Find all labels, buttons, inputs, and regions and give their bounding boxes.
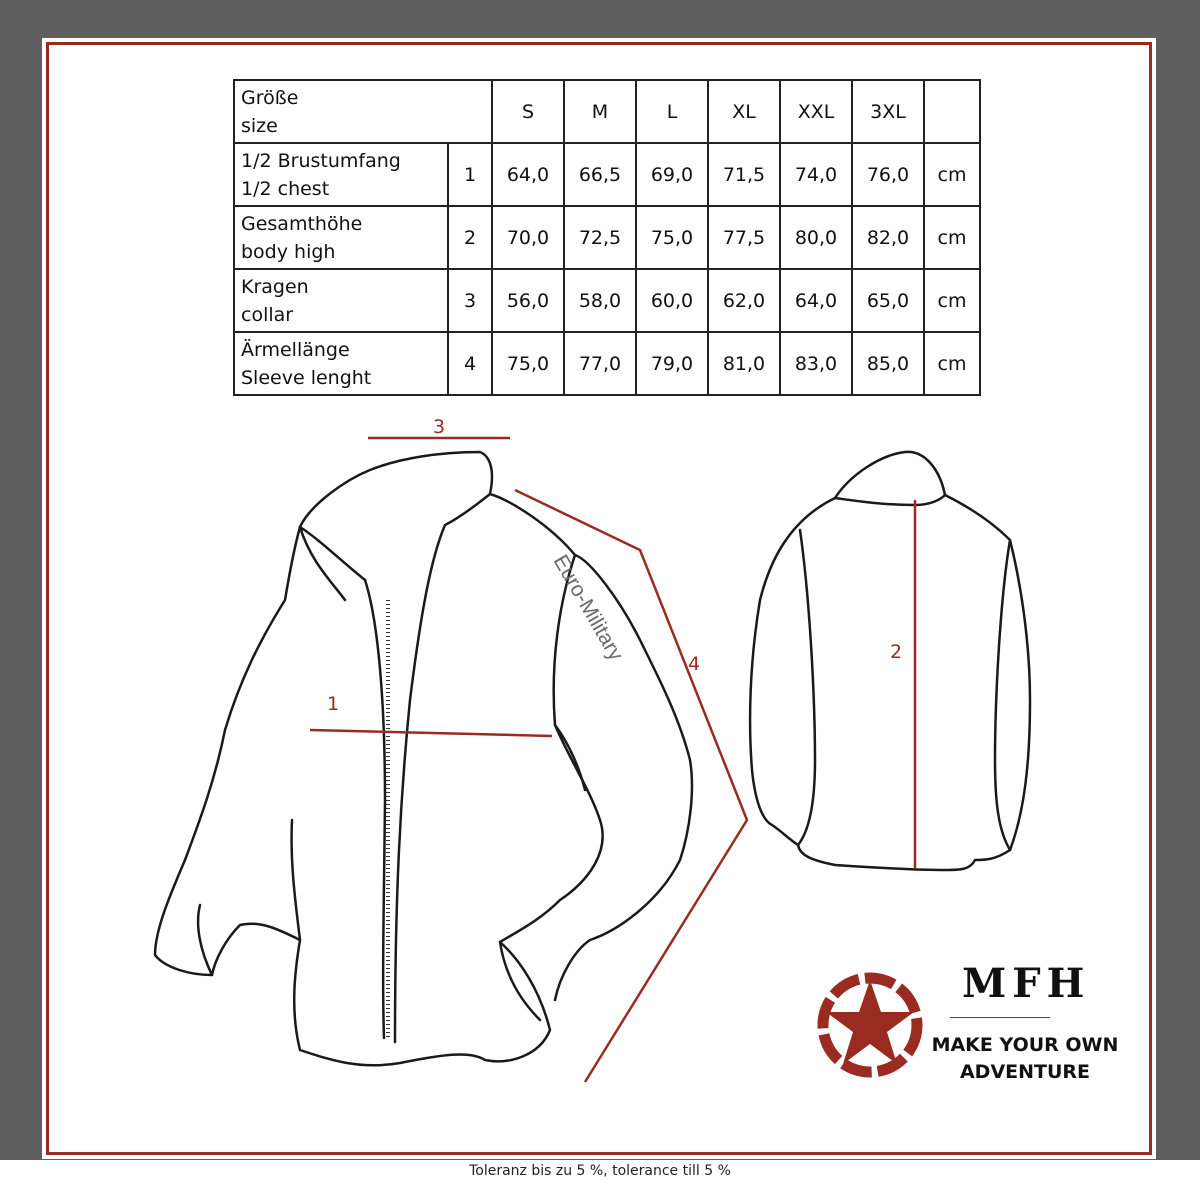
table-cell: 76,0 [852, 143, 924, 206]
table-cell: 77,5 [708, 206, 780, 269]
table-cell: 66,5 [564, 143, 636, 206]
table-cell: 64,0 [492, 143, 564, 206]
table-cell: 65,0 [852, 269, 924, 332]
table-cell: 58,0 [564, 269, 636, 332]
row-label-en: body high [241, 240, 336, 263]
table-cell: 77,0 [564, 332, 636, 395]
right-sleeve [555, 555, 692, 1000]
unit-cell: cm [924, 206, 980, 269]
table-cell: 69,0 [636, 143, 708, 206]
front-jacket-drawing [155, 452, 692, 1065]
brand-divider [950, 1017, 1050, 1018]
row-label-de: 1/2 Brustumfang [241, 149, 401, 172]
size-header: L [636, 80, 708, 143]
table-cell: 72,5 [564, 206, 636, 269]
slogan-line-1: MAKE YOUR OWN [931, 1034, 1119, 1056]
table-cell: 75,0 [492, 332, 564, 395]
row-label-de: Ärmellänge [241, 338, 350, 361]
brand-slogan [925, 1032, 1125, 1086]
header-label-de: Größe [241, 86, 299, 109]
measure-chest [310, 730, 552, 736]
table-cell: 64,0 [780, 269, 852, 332]
table-cell: 85,0 [852, 332, 924, 395]
size-header: S [492, 80, 564, 143]
tolerance-note: Toleranz bis zu 5 %, tolerance till 5 % [469, 1163, 731, 1179]
size-header: XXL [780, 80, 852, 143]
row-label-de: Gesamthöhe [241, 212, 363, 235]
marker-1: 1 [327, 693, 340, 715]
header-label-en: size [241, 114, 278, 137]
star-logo-icon [823, 978, 917, 1072]
table-cell: 82,0 [852, 206, 924, 269]
row-label-de: Kragen [241, 275, 309, 298]
row-label-en: 1/2 chest [241, 177, 330, 200]
row-label-en: Sleeve lenght [241, 366, 372, 389]
jacket-outline [155, 452, 603, 1065]
back-collar [835, 495, 945, 505]
back-left-seam [798, 530, 815, 845]
right-front-edge [395, 494, 490, 1042]
table-cell: 70,0 [492, 206, 564, 269]
table-cell: 71,5 [708, 143, 780, 206]
marker-2: 2 [890, 641, 903, 663]
unit-cell: cm [924, 332, 980, 395]
row-index: 4 [448, 332, 492, 395]
table-cell: 74,0 [780, 143, 852, 206]
row-index: 3 [448, 269, 492, 332]
table-cell: 81,0 [708, 332, 780, 395]
marker-4: 4 [688, 653, 701, 675]
table-cell: 80,0 [780, 206, 852, 269]
measure-sleeve [515, 490, 747, 1082]
cuff-left [198, 905, 212, 975]
cuff-right [500, 942, 540, 1020]
watermark: Euro-Military [548, 551, 628, 665]
table-cell: 56,0 [492, 269, 564, 332]
brand-name: MFH [962, 960, 1091, 1007]
slogan-line-2: ADVENTURE [959, 1061, 1091, 1083]
marker-3: 3 [433, 416, 446, 438]
table-cell: 79,0 [636, 332, 708, 395]
unit-cell: cm [924, 143, 980, 206]
row-index: 2 [448, 206, 492, 269]
size-header: M [564, 80, 636, 143]
size-header: XL [708, 80, 780, 143]
measurement-lines [310, 438, 915, 1082]
size-header: 3XL [852, 80, 924, 143]
table-cell: 62,0 [708, 269, 780, 332]
back-right-seam [995, 540, 1010, 850]
row-index: 1 [448, 143, 492, 206]
row-label-en: collar [241, 303, 294, 326]
left-front-edge [300, 527, 385, 1038]
unit-cell: cm [924, 269, 980, 332]
table-cell: 60,0 [636, 269, 708, 332]
table-cell: 83,0 [780, 332, 852, 395]
collar-fold [300, 527, 345, 600]
table-cell: 75,0 [636, 206, 708, 269]
left-sleeve-seam [292, 820, 300, 940]
